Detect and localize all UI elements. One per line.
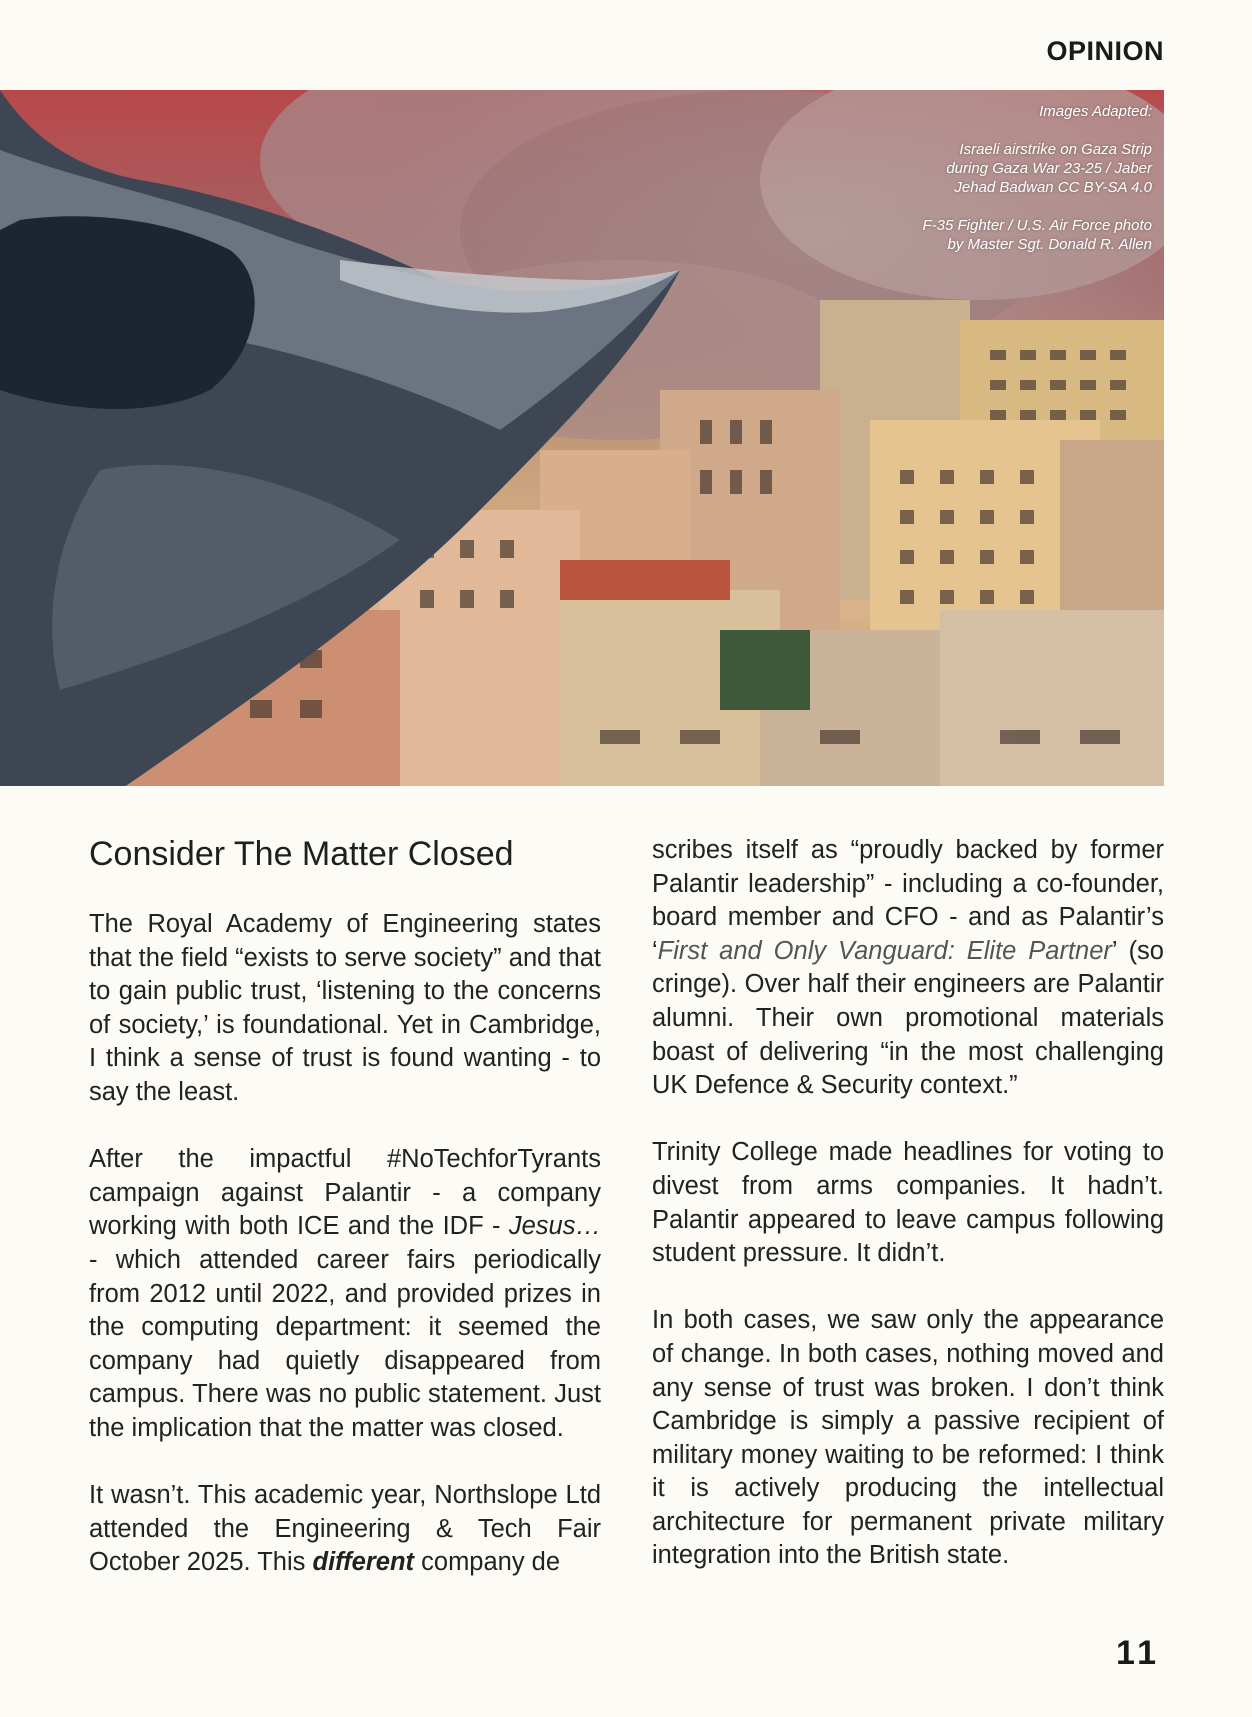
paragraph-3-text-a: It wasn’t. This academic year, Northslope Ltd attended the Engineering & Tech Fair October 2025. This	[89, 1481, 601, 1577]
photo-credit	[832, 102, 1152, 273]
paragraph-2-text-a: After the impactful #NoTechforTyrants campaign against Palantir - a company working with both ICE and the IDF -	[89, 1145, 601, 1241]
credit-fighter: F-35 Fighter / U.S. Air Force photo by Master Sgt. Donald R. Allen	[922, 217, 1152, 253]
paragraph-3-bold-italic: different	[312, 1548, 415, 1577]
paragraph-3-start	[89, 1479, 601, 1580]
paragraph-3-text-c: ’ (so cringe). Over half their engineers are Palantir alumni. Their own promotional materials boast of delivering “in the most challenging UK Defence & Security context.”	[652, 936, 1164, 1100]
paragraph-3-continued	[652, 834, 1164, 1103]
paragraph-5: In both cases, we saw only the appearance of change. In both cases, nothing moved and any sense of trust was broken. I don’t think Cambridge is simply a passive recipient of military money waiting to be reformed: I think it is actively producing the intellectual architecture for permanent private military integration into the British state.	[652, 1306, 1164, 1570]
paragraph-3-text-b-head: company de	[414, 1548, 561, 1577]
article-column-right	[652, 834, 1164, 1573]
paragraph-2	[89, 1143, 601, 1445]
paragraph-3-quote: First and Only Vanguard: Elite Partner	[657, 936, 1112, 965]
page-number: 11	[1116, 1634, 1160, 1672]
paragraph-1: The Royal Academy of Engineering states that the field “exists to serve society” and that to gain public trust, ‘listening to the concerns of society,’ is foundational. Yet in Cambridge, I think a sense of trust is found wanting - to say the least.	[89, 910, 601, 1106]
paragraph-4: Trinity College made headlines for voting to divest from arms companies. It hadn’t. Palantir appeared to leave campus following student pressure. It didn’t.	[652, 1138, 1164, 1268]
article-photo	[0, 90, 1164, 786]
paragraph-2-text-b: - which attended career fairs periodically from 2012 until 2022, and provided prizes in the computing department: it seemed the company had quietly disappeared from campus. There was no public statement. Just the implication that the matter was closed.	[89, 1245, 601, 1442]
paragraph-2-italic: Jesus…	[508, 1212, 601, 1241]
section-label: OPINION	[1046, 36, 1164, 66]
paragraph-3-text-b-tail: scribes itself as “proudly backed by former Palantir leadership” - including a co-founder, board member and CFO - and as Palantir’s ‘	[652, 836, 1164, 965]
credit-heading: Images Adapted:	[1039, 103, 1152, 120]
credit-airstrike: Israeli airstrike on Gaza Strip during Gaza War 23-25 / Jaber Jehad Badwan CC BY-SA 4.0	[946, 141, 1152, 196]
article-column-left	[89, 834, 601, 1580]
article-title: Consider The Matter Closed	[89, 835, 514, 873]
